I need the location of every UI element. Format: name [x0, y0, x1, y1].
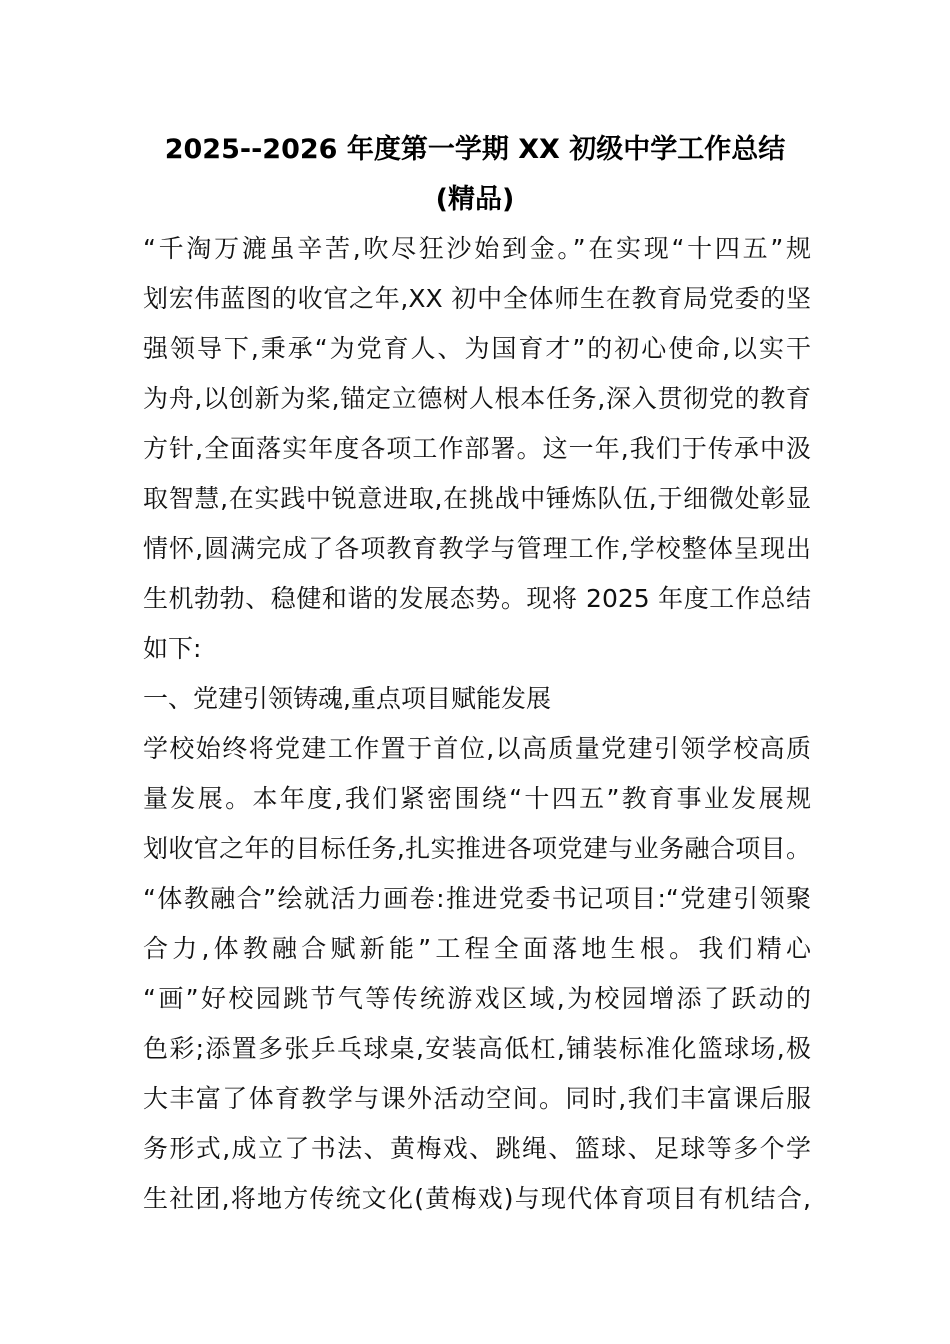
document-title: 2025--2026 年度第一学期 XX 初级中学工作总结	[164, 134, 786, 165]
body-line: 合力,体教融合赋新能”工程全面落地生根。我们精心	[143, 934, 811, 963]
body-line: 情怀,圆满完成了各项教育教学与管理工作,学校整体呈现出	[143, 534, 811, 563]
body-line: 强领导下,秉承“为党育人、为国育才”的初心使命,以实干	[143, 334, 811, 363]
body-line: 方针,全面落实年度各项工作部署。这一年,我们于传承中汲	[143, 434, 811, 463]
section-heading: 一、党建引领铸魂,重点项目赋能发展	[143, 684, 551, 713]
body-line: 划宏伟蓝图的收官之年,XX 初中全体师生在教育局党委的坚	[143, 284, 811, 313]
body-line: 色彩;添置多张乒乓球桌,安装高低杠,铺装标准化篮球场,极	[143, 1034, 811, 1063]
body-line: “体教融合”绘就活力画卷:推进党委书记项目:“党建引领聚	[143, 884, 811, 913]
body-line: 量发展。本年度,我们紧密围绕“十四五”教育事业发展规	[143, 784, 811, 813]
body-line: 为舟,以创新为桨,锚定立德树人根本任务,深入贯彻党的教育	[143, 384, 811, 413]
body-line: 学校始终将党建工作置于首位,以高质量党建引领学校高质	[143, 734, 811, 763]
body-line: 大丰富了体育教学与课外活动空间。同时,我们丰富课后服	[143, 1084, 811, 1113]
body-line: 划收官之年的目标任务,扎实推进各项党建与业务融合项目。	[143, 834, 811, 863]
document-subtitle: (精品)	[435, 184, 515, 215]
body-line: 生社团,将地方传统文化(黄梅戏)与现代体育项目有机结合,	[143, 1184, 811, 1213]
body-line: 务形式,成立了书法、黄梅戏、跳绳、篮球、足球等多个学	[143, 1134, 811, 1163]
document-body	[143, 224, 811, 1224]
body-line: “千淘万漉虽辛苦,吹尽狂沙始到金。”在实现“十四五”规	[143, 234, 811, 263]
body-line: 生机勃勃、稳健和谐的发展态势。现将 2025 年度工作总结	[143, 584, 811, 613]
body-line: 如下:	[143, 634, 202, 663]
body-line: “画”好校园跳节气等传统游戏区域,为校园增添了跃动的	[143, 984, 811, 1013]
body-line: 取智慧,在实践中锐意进取,在挑战中锤炼队伍,于细微处彰显	[143, 484, 811, 513]
